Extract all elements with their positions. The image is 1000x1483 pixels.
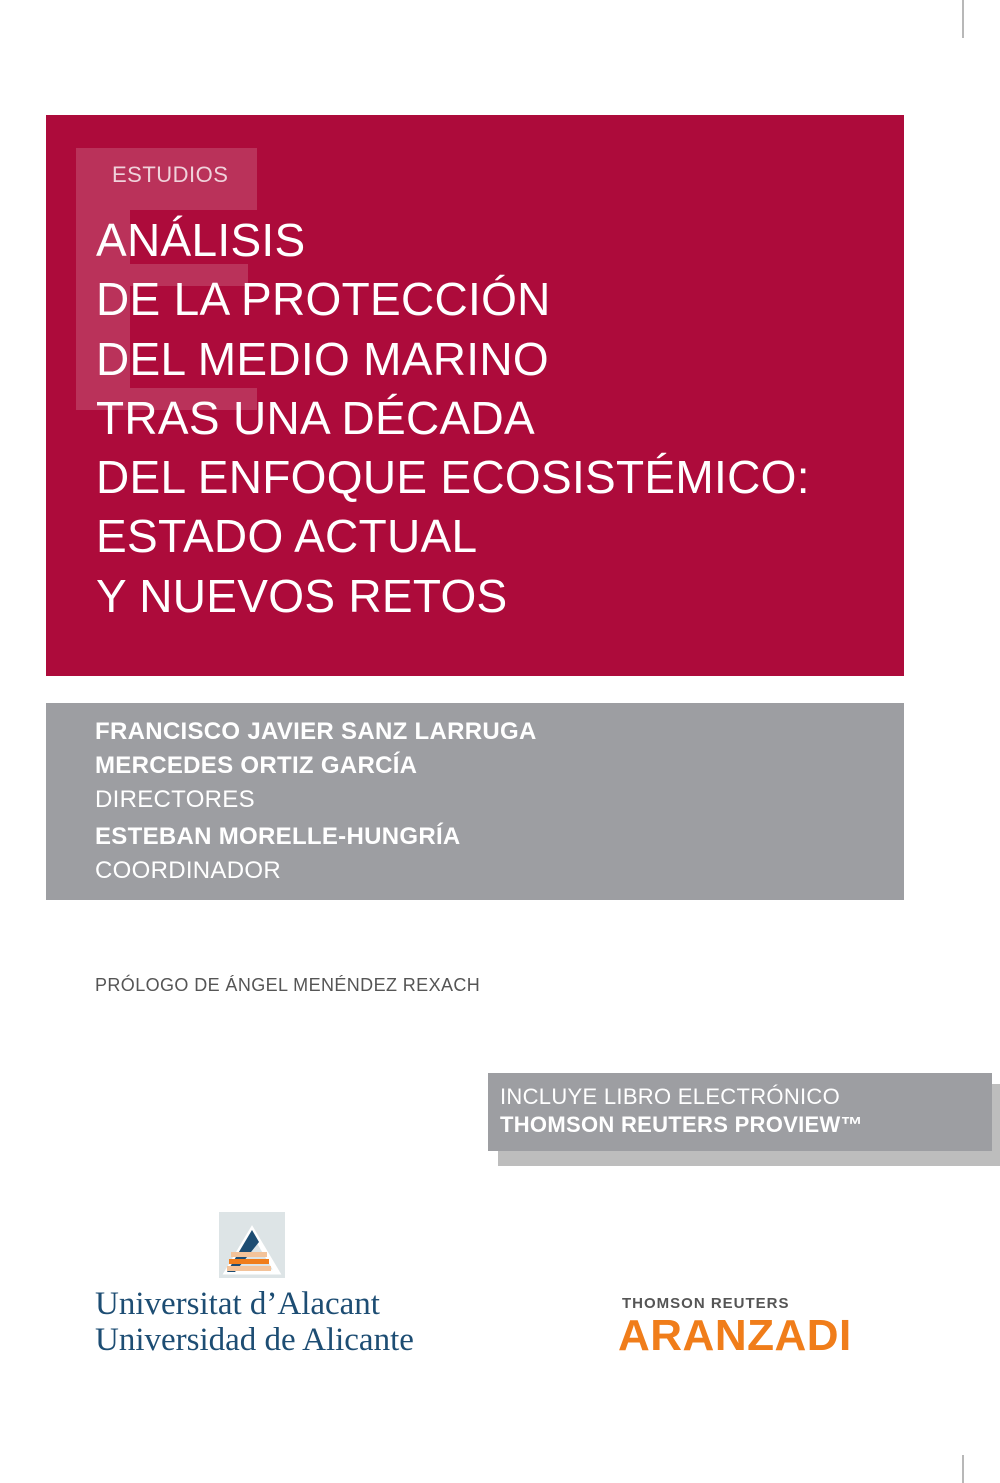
director-name: FRANCISCO JAVIER SANZ LARRUGA [95,718,537,745]
publisher-imprint: ARANZADI [618,1311,852,1360]
coordinator-role: COORDINADOR [95,857,281,884]
book-title [96,211,810,626]
director-name: MERCEDES ORTIZ GARCÍA [95,752,418,779]
title-block [46,115,904,676]
directors-role: DIRECTORES [95,786,255,813]
spine-edge-mark-bottom [962,1455,964,1483]
publisher-group: THOMSON REUTERS [622,1295,790,1312]
prologue-credit: PRÓLOGO DE ÁNGEL MENÉNDEZ REXACH [95,975,481,995]
university-name-ca: Universitat d’Alacant [95,1286,380,1322]
title-line: TRAS UNA DÉCADA [96,391,536,444]
title-line: ANÁLISIS [96,214,306,266]
credits-block [46,703,904,900]
coordinator-name: ESTEBAN MORELLE-HUNGRÍA [95,823,461,850]
title-line: DEL ENFOQUE ECOSISTÉMICO: [96,451,810,504]
ebook-badge-line1: INCLUYE LIBRO ELECTRÓNICO [500,1084,841,1109]
university-alicante-logo-icon [219,1212,285,1278]
ebook-badge [488,1073,992,1151]
university-name-es: Universidad de Alicante [95,1322,414,1358]
series-label: ESTUDIOS [112,162,229,187]
university-name [95,1286,414,1358]
ebook-badge-line2: THOMSON REUTERS PROVIEW™ [500,1112,863,1137]
title-line: Y NUEVOS RETOS [96,569,508,622]
title-line: DEL MEDIO MARINO [96,332,549,385]
title-line: DE LA PROTECCIÓN [96,273,551,326]
title-line: ESTADO ACTUAL [96,510,478,563]
spine-edge-mark-top [962,0,964,38]
